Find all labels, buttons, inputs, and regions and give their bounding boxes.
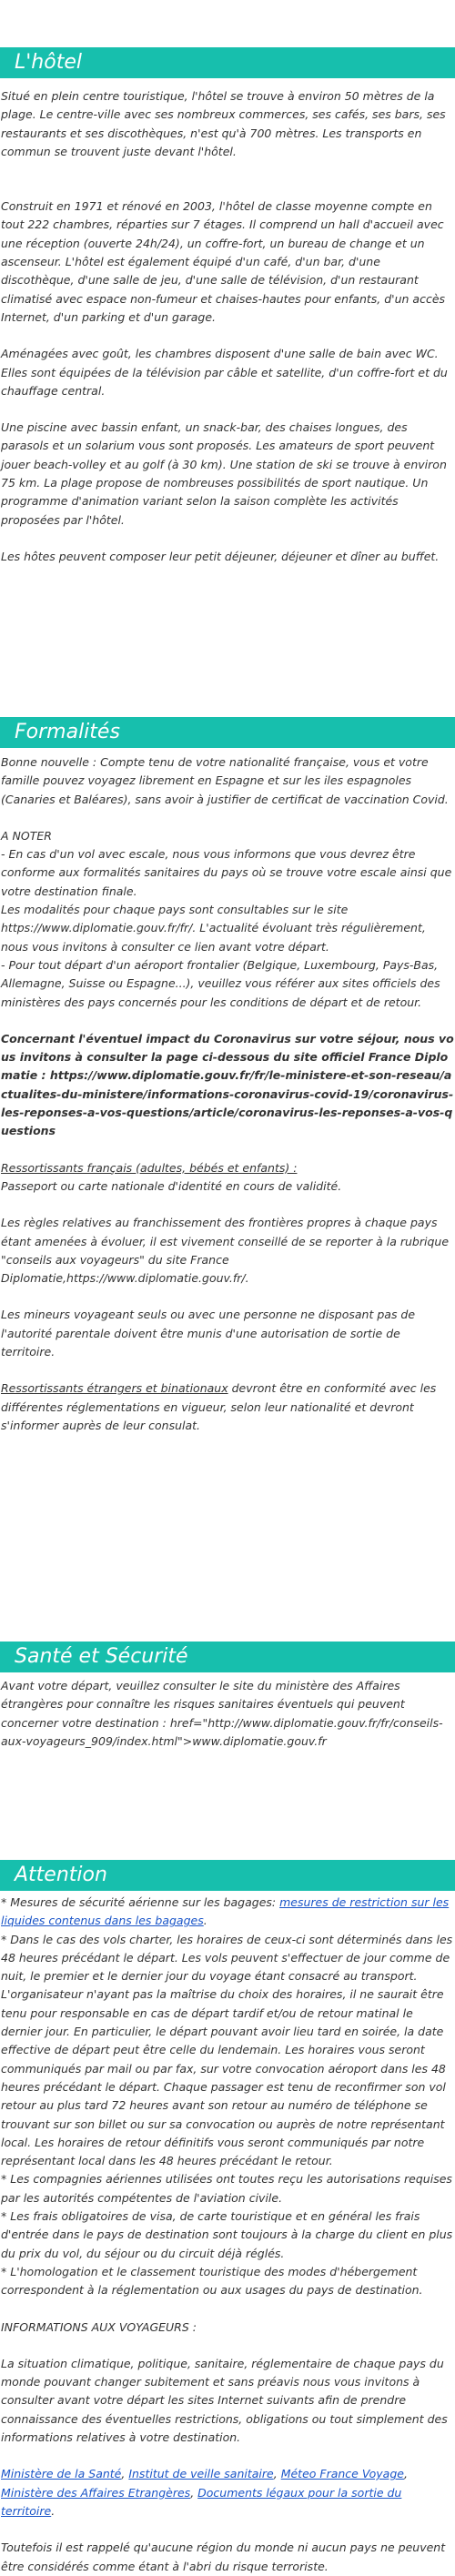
attention-section [0,1860,455,2576]
baggage-security [1,1894,454,1931]
formalites-intro: Bonne nouvelle : Compte tenu de votre nationalité française, vous et votre famille pouvez voyagez librement en Espagne et sur les iles espagnoles (Canaries et Baléares), sans avoir à justifier de certificat de vaccination Covid. [1,755,449,806]
hotel-text [0,87,455,566]
link-documents-legaux[interactable]: Documents légaux pour la sortie du territoire [1,2485,402,2518]
foreign-nationals-heading: Ressortissants étrangers et binationaux [1,1381,228,1396]
link-meteo-france[interactable]: Méteo France Voyage [280,2467,404,2481]
sante-paragraph: Avant votre départ, veuillez consulter le site du ministère des Affaires étrangères pour connaître les risques sanitaires éventuels qui peuvent concerner votre destination : href="http://www.diplomatie.gouv.fr/fr/conseils-aux-voyageurs_909/index.html">www.diplomatie.gouv.fr [1,1679,443,1748]
info-links: Ministère de la Santé, Institut de veille sanitaire, Méteo France Voyage, Ministère des Affaires Etrangères, Documents légaux pour la sortie du territoire. [1,2467,408,2518]
foreign-nationals-text: devront être en conformité avec les différentes réglementations en vigueur, selon leur nationalité et devront s'informer auprès de leur consulat. [1,1381,437,1432]
baggage-security-label: * Mesures de sécurité aérienne sur les bagages: [1,1895,280,1909]
homologation-paragraph: * L'homologation et le classement touristique des modes d'hébergement correspondent à la réglementation ou aux usages du pays de destination. [1,2264,423,2298]
link-veille-sanitaire[interactable]: Institut de veille sanitaire [128,2467,274,2481]
covid-notice: Concernant l'éventuel impact du Coronavirus sur votre séjour, nous vous invitons à consulter la page ci-dessous du site officiel France Diplomatie : https://www.diplomatie.gouv.fr/fr/le-ministere-et-son-reseau/actualites-du-ministere/informations-coronavirus-covid-19/coronavirus-les-reponses-a-vos-questions/article/coronavirus-les-reponses-a-vos-questions [1,1031,454,1138]
minors-paragraph: Les mineurs voyageant seuls ou avec une personne ne disposant pas de l'autorité parentale doivent être munis d'une autorisation de sortie de territoire. [1,1308,416,1359]
anoter-escale: - En cas d'un vol avec escale, nous vous informons que vous devrez être conforme aux formalités sanitaires du pays où se trouve votre escale ainsi que votre destination finale. [1,847,452,898]
fr-nationals-heading: Ressortissants français (adultes, bébés et enfants) : [1,1160,298,1175]
liquids-restriction-link[interactable]: mesures de restriction sur les liquides contenus dans les bagages [1,1895,450,1928]
border-rules-paragraph: Les règles relatives au franchissement des frontières propres à chaque pays étant amenées à évoluer, il est vivement conseillé de se reporter à la rubrique "conseils aux voyageurs" du site France Diplomatie,https://www.diplomatie.gouv.fr/. [1,1216,450,1286]
attention-text [0,1894,455,2576]
hotel-rooms-paragraph: Aménagées avec goût, les chambres disposent d'une salle de bain avec WC. Elles sont équipées de la télévision par câble et satellite, d'un coffre-fort et du chauffage central. [1,347,448,398]
formalites-text [0,753,455,1435]
formalites-heading: Formalités [0,717,455,748]
travelers-info-label: INFORMATIONS AUX VOYAGEURS : [1,2319,197,2334]
terrorism-paragraph: Toutefois il est rappelé qu'aucune région du monde ni aucun pays ne peuvent être considérés comme étant à l'abri du risque terroriste. [1,2541,446,2573]
fr-nationals-text: Passeport ou carte nationale d'identité en cours de validité. [1,1178,342,1193]
fees-paragraph: * Les frais obligatoires de visa, de carte touristique et en général les frais d'entrée dans le pays de destination sont toujours à la charge du client en plus du prix du vol, du séjour ou du circuit déjà réglés. [1,2209,453,2260]
situation-paragraph: La situation climatique, politique, sanitaire, réglementaire de chaque pays du monde pouvant changer subitement et sans préavis nous vous invitons à consulter avant votre départ les sites Internet suivants afin de prendre connaissance des éventuelles restrictions, obligations ou tout simplement des informations relatives à votre destination. [1,2356,448,2445]
baggage-security-suffix: . [203,1914,207,1928]
link-affaires-etrangeres[interactable]: Ministère des Affaires Etrangères [1,2485,191,2500]
hotel-building-paragraph: Construit en 1971 et rénové en 2003, l'hôtel de classe moyenne compte en tout 222 chambres, réparties sur 7 étages. Il comprend un hall d'accueil avec une réception (ouverte 24h/24), un coffre-fort, un bureau de change et un ascenseur. L'hôtel est également équipé d'un café, d'un bar, d'une discothèque, d'une salle de jeu, d'une salle de télévision, d'un restaurant climatisé avec espace non-fumeur et chaises-hautes pour enfants, d'un accès Internet, d'un parking et d'un garage. [1,199,446,324]
anoter-aeroport: - Pour tout départ d'un aéroport frontalier (Belgique, Luxembourg, Pays-Bas, Allemagne, Suisse ou Espagne...), veuillez vous référer aux sites officiels des ministères des pays concernés pour les conditions de départ et de retour. [1,957,440,1009]
hotel-leisure-paragraph: Une piscine avec bassin enfant, un snack-bar, des chaises longues, des parasols et un solarium vous sont proposés. Les amateurs de sport peuvent jouer beach-volley et au golf (à 30 km). Une station de ski se trouve à environ 75 km. La plage propose de nombreuses possibilités de sport nautique. Un programme d'animation variant selon la saison complète les activités proposées par l'hôtel. [1,420,447,527]
foreign-nationals-paragraph [1,1379,454,1435]
hotel-meals-paragraph: Les hôtes peuvent composer leur petit déjeuner, déjeuner et dîner au buffet. [1,549,440,563]
attention-heading: Attention [0,1860,455,1891]
airlines-paragraph: * Les compagnies aériennes utilisées ont toutes reçu les autorisations requises par les autorités compétentes de l'aviation civile. [1,2172,452,2205]
hotel-location-paragraph: Situé en plein centre touristique, l'hôtel se trouve à environ 50 mètres de la plage. Le centre-ville avec ses nombreux commerces, ses cafés, ses bars, ses restaurants et ses discothèques, n'est qu'à 700 mètres. Les transports en commun se trouvent juste devant l'hôtel. [1,89,446,158]
link-ministere-sante[interactable]: Ministère de la Santé [1,2467,122,2481]
anoter-label: A NOTER [1,828,52,843]
anoter-modalites: Les modalités pour chaque pays sont consultables sur le site https://www.diplomatie.gouv.fr/fr/. L'actualité évoluant très régulièrement, nous vous invitons à consulter ce lien avant votre départ. [1,903,426,954]
charter-flights-paragraph: * Dans le cas des vols charter, les horaires de ceux-ci sont déterminés dans les 48 heures précédant le départ. Les vols peuvent s'effectuer de jour comme de nuit, le premier et le dernier jour du voyage étant consacré au transport. L'organisateur n'ayant pas la maîtrise du choix des horaires, il ne saurait être tenu pour responsable en cas de départ tardif et/ou de retour matinal le dernier jour. En particulier, le départ pouvant avoir lieu tard en soirée, la date effective de départ peut être celle du lendemain. Les horaires vous seront communiqués par mail ou par fax, sur votre convocation aéroport dans les 48 heures précédant le départ. Chaque passager est tenu de reconfirmer son vol retour au plus tard 72 heures avant son retour au numéro de téléphone se trouvant sur son billet ou sur sa convocation ou auprès de notre représentant local. Les horaires de retour définitifs vous seront communiqués par notre représentant local dans les 48 heures précédant le retour. [1,1932,453,2168]
sante-section [0,1642,455,1751]
sante-heading: Santé et Sécurité [0,1642,455,1672]
hotel-section [0,47,455,566]
formalites-section [0,717,455,1435]
sante-text [0,1677,455,1751]
hotel-heading: L'hôtel [0,47,455,78]
